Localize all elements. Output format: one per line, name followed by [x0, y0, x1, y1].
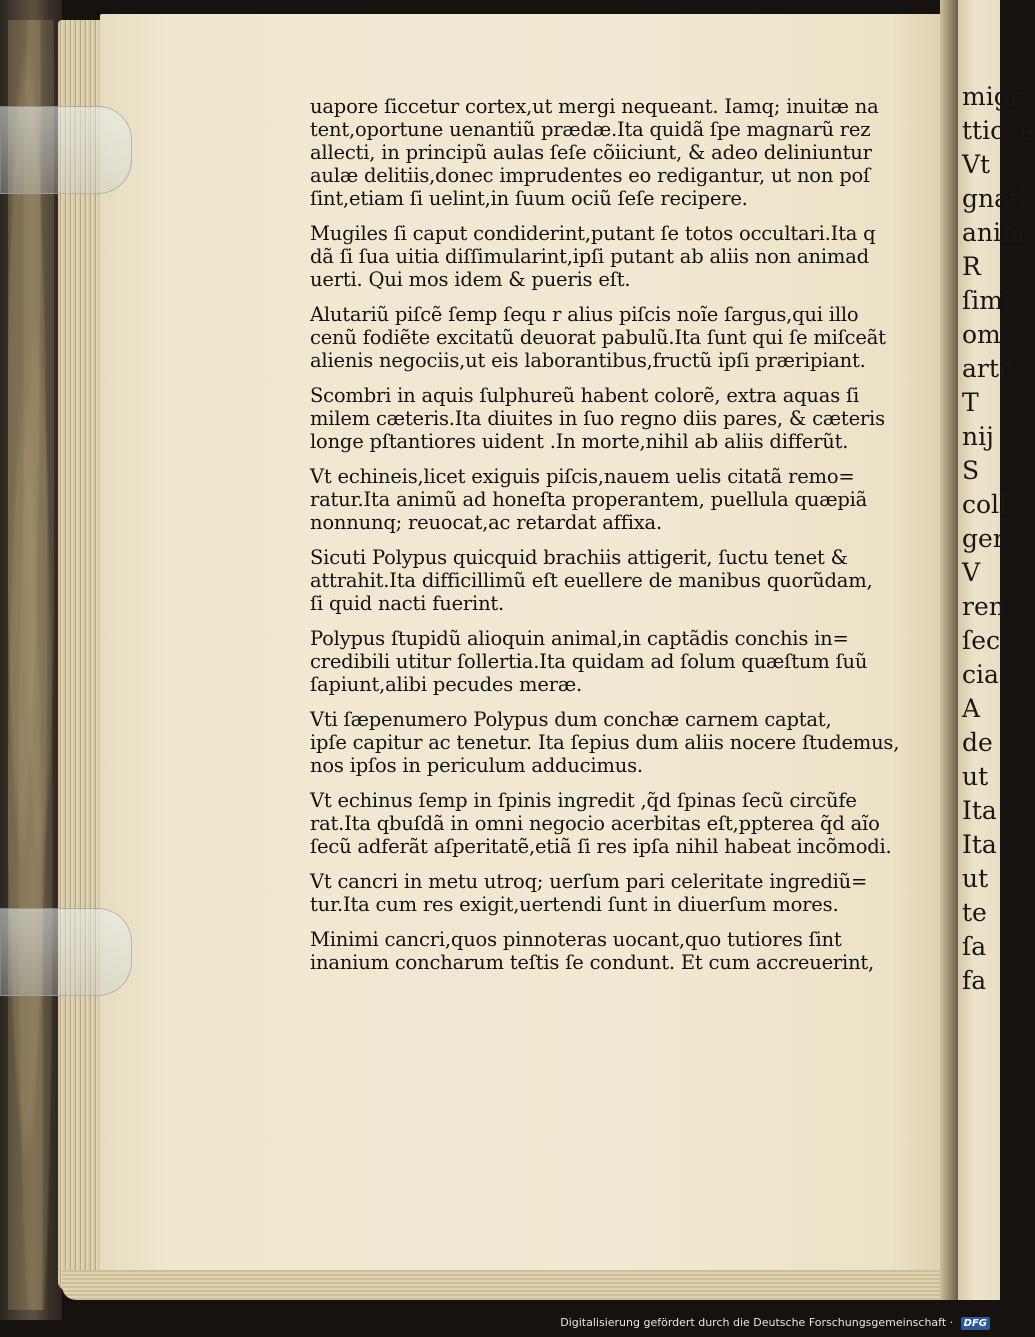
- text-line: dã ſi ſua uitia diſſimularint,ipſi putant ab aliis non animad: [310, 245, 869, 268]
- text-line: ſi quid nacti fuerint.: [310, 592, 505, 615]
- text-line: Vt echineis,licet exiguis piſcis,nauem uelis citatã remo=: [310, 465, 855, 488]
- text-line: alienis negociis,ut eis laborantibus,fructũ ipſi præripiant.: [310, 349, 866, 372]
- text-line: Polypus ſtupidũ alioquin animal,in captãdis conchis in=: [310, 627, 849, 650]
- text-line: Vti ſæpenumero Polypus dum conchæ carnem captat,: [310, 708, 832, 731]
- page-text-block: [310, 95, 900, 986]
- paragraph: [310, 870, 900, 916]
- credit-text: Digitalisierung gefördert durch die Deutsche Forschungsgemeinschaft ·: [560, 1316, 954, 1329]
- text-line: uerti. Qui mos idem & pueris eſt.: [310, 268, 631, 291]
- facing-page-fragment: te: [962, 898, 987, 927]
- text-line: ſapiunt,alibi pecudes meræ.: [310, 673, 582, 696]
- page-bottom-edge: [62, 1270, 962, 1300]
- facing-page-fragment: Vt: [962, 150, 991, 179]
- text-line: Sicuti Polypus quicquid brachiis attigerit, ſuctu tenet &: [310, 546, 848, 569]
- facing-page-fragment: Ita: [962, 796, 997, 825]
- facing-page-fragment: fa: [962, 966, 987, 995]
- text-line: ſecũ adferãt aſperitatẽ,etiã ſi res ipſa nihil habeat incõmodi.: [310, 835, 892, 858]
- facing-page-fragment: ſa: [962, 932, 987, 961]
- facing-page-fragment: nij: [962, 422, 994, 451]
- text-line: Scombri in aquis ſulphureũ habent colorẽ, extra aquas ſi: [310, 384, 860, 407]
- text-line: nonnunq; reuocat,ac retardat affixa.: [310, 511, 662, 534]
- facing-page-fragment: ut: [962, 864, 989, 893]
- glass-holder-clip-top: [0, 106, 132, 194]
- spine-marbling: [8, 20, 54, 1310]
- facing-page-fragment: ger: [962, 524, 1005, 553]
- text-line: nos ipſos in periculum adducimus.: [310, 754, 643, 777]
- facing-page-fragment: ſimi: [962, 286, 1011, 315]
- text-line: inanium concharum teſtis ſe condunt. Et cum accreuerint,: [310, 951, 875, 974]
- facing-page-fragment: de: [962, 728, 993, 757]
- facing-page-fragment: gnati: [962, 184, 1028, 213]
- paragraph: [310, 303, 900, 372]
- facing-page-fragment: V: [962, 558, 981, 587]
- text-line: ipſe capitur ac tenetur. Ita ſepius dum aliis nocere ſtudemus,: [310, 731, 900, 754]
- text-line: tur.Ita cum res exigit,uertendi ſunt in diuerſum mores.: [310, 893, 839, 916]
- paragraph: [310, 627, 900, 696]
- text-line: allecti, in principũ aulas ſeſe cõiiciunt, & adeo deliniuntur: [310, 141, 872, 164]
- facing-page-fragment: A: [962, 694, 981, 723]
- facing-page-fragment: S: [962, 456, 980, 485]
- facing-page-fragment: coll: [962, 490, 1008, 519]
- text-line: Vt cancri in metu utroq; uerſum pari celeritate ingrediũ=: [310, 870, 868, 893]
- paragraph: [310, 546, 900, 615]
- text-line: rat.Ita qbuſdã in omni negocio acerbitas eſt,ppterea q̃d aĩo: [310, 812, 880, 835]
- facing-page-fragment: ttic le: [962, 116, 1035, 145]
- facing-page-fragment: R: [962, 252, 981, 281]
- paragraph: [310, 928, 900, 974]
- facing-page-fragment: Ita: [962, 830, 997, 859]
- text-line: Alutariũ piſcẽ ſemp ſequ r alius piſcis noĩe ſargus,qui illo: [310, 303, 859, 326]
- text-line: cenũ fodiẽte excitatũ deuorat pabulũ.Ita ſunt qui ſe miſceãt: [310, 326, 886, 349]
- facing-page-fragment: cia: [962, 660, 999, 689]
- glass-holder-clip-bottom: [0, 908, 132, 996]
- text-line: milem cæteris.Ita diuites in ſuo regno diis pares, & cæteris: [310, 407, 885, 430]
- text-line: attrahit.Ita difficillimũ eſt euellere de manibus quorũdam,: [310, 569, 873, 592]
- paragraph: [310, 465, 900, 534]
- text-line: longe pſtantiores uident .In morte,nihil ab aliis differũt.: [310, 430, 849, 453]
- facing-page-fragment: anim: [962, 218, 1025, 247]
- facing-page-fragment: T: [962, 388, 979, 417]
- paragraph: [310, 384, 900, 453]
- facing-page-fragment: arte: [962, 354, 1014, 383]
- text-line: uapore ſiccetur cortex,ut mergi nequeant. Iamq; inuitæ na: [310, 95, 879, 118]
- paragraph: [310, 222, 900, 291]
- paragraph: [310, 789, 900, 858]
- digitization-credit: [560, 1314, 990, 1332]
- text-line: ſint,etiam ſi uelint,in ſuum ociũ ſeſe recipere.: [310, 187, 748, 210]
- text-line: Vt echinus ſemp in ſpinis ingredit ,q̃d ſpinas ſecũ circũfe: [310, 789, 857, 812]
- text-line: Minimi cancri,quos pinnoteras uocant,quo tutiores ſint: [310, 928, 842, 951]
- facing-page-fragment: ut: [962, 762, 989, 791]
- facing-page-fragment: ſec: [962, 626, 1001, 655]
- text-line: credibili utitur ſollertia.Ita quidam ad ſolum quæſtum ſuũ: [310, 650, 868, 673]
- facing-page-fragment: ren: [962, 592, 1005, 621]
- text-line: aulæ delitiis,donec imprudentes eo redigantur, ut non poſ: [310, 164, 871, 187]
- text-line: tent,oportune uenantiũ prædæ.Ita quidã ſpe magnarũ rez: [310, 118, 871, 141]
- paragraph: [310, 95, 900, 210]
- facing-page-fragment: om: [962, 320, 1001, 349]
- paragraph: [310, 708, 900, 777]
- text-line: Mugiles ſi caput condiderint,putant ſe totos occultari.Ita q: [310, 222, 876, 245]
- dfg-logo: DFG: [961, 1317, 990, 1330]
- text-line: ratur.Ita animũ ad honeſta properantem, puellula quæpiã: [310, 488, 868, 511]
- facing-page-text: [962, 80, 1035, 998]
- facing-page-fragment: migr: [962, 82, 1022, 111]
